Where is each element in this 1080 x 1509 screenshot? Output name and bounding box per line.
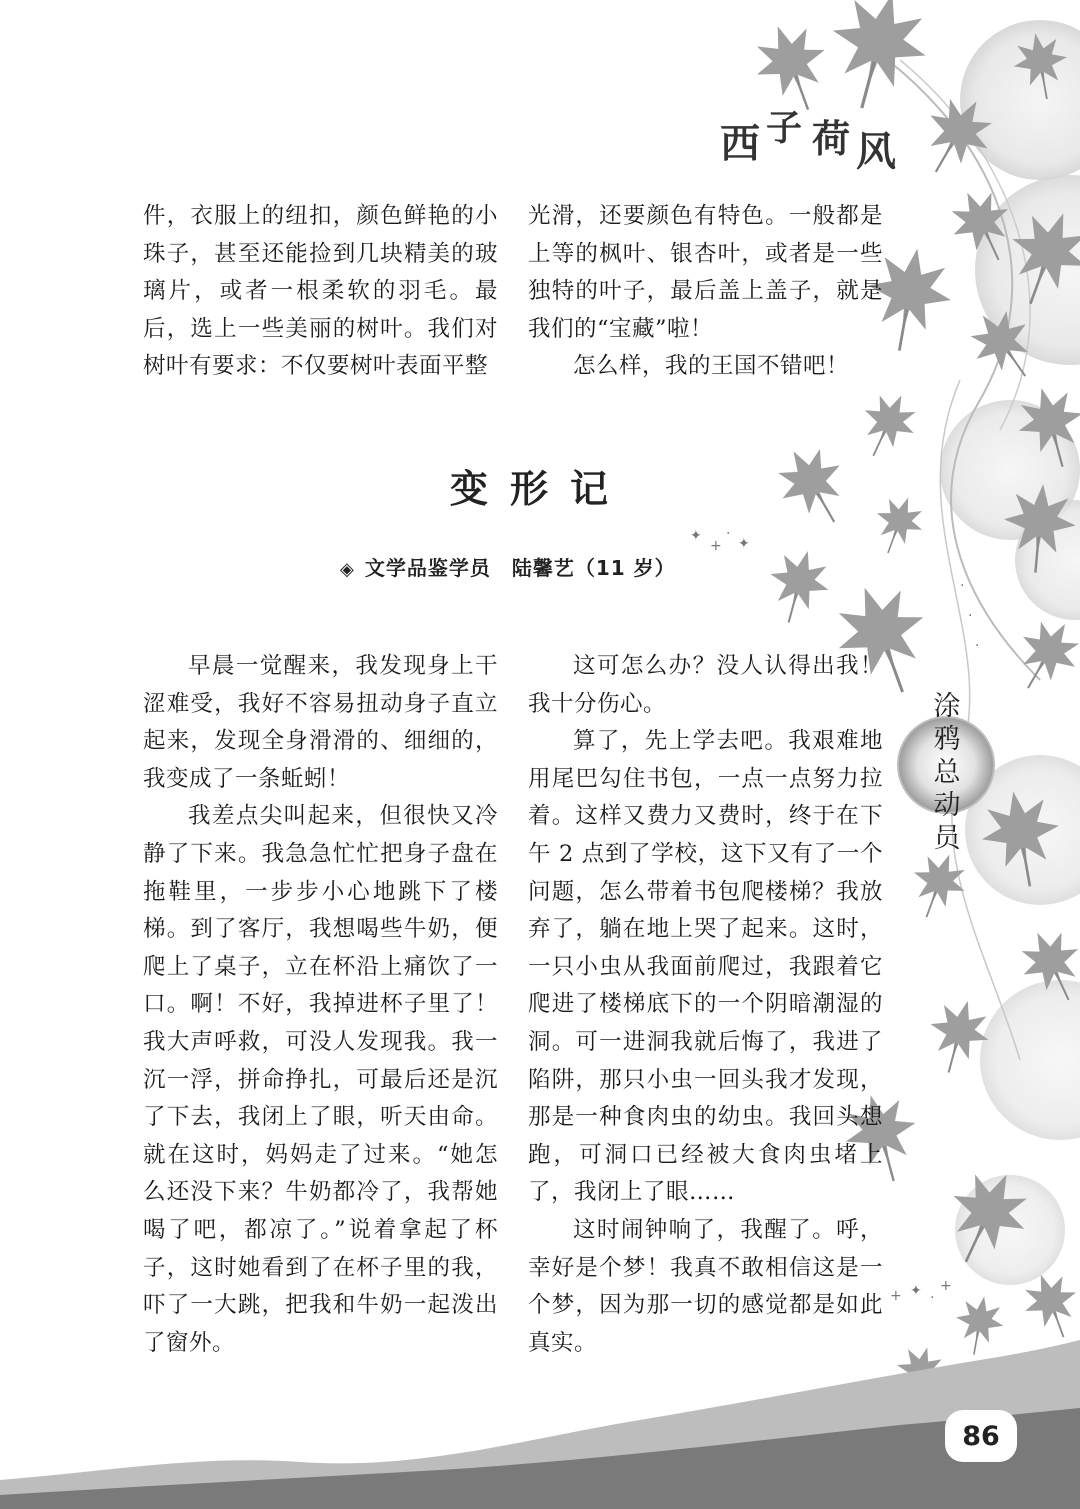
svg-text:✦: ✦: [910, 1283, 922, 1299]
byline-text: 文学品鉴学员 陆馨艺（11 岁）: [364, 556, 676, 580]
paragraph: 我差点尖叫起来，但很快又冷静了下来。我急急忙忙把身子盘在拖鞋里，一步步小心地跳下了楼梯。到了客厅，我想喝些牛奶，便爬上了桌子，立在杯沿上痛饮了一口。啊！不好，我掉进杯子里了！我大声呼救，可没人发现我。我一沉一浮，拼命挣扎，可最后还是沉了下去，我闭上了眼，听天由命。就在这时，妈妈走了过来。“她怎么还没下来？牛奶都冷了，我帮她喝了吧，都凉了。”说着拿起了杯子，这时她看到了在杯子里的我，吓了一大跳，把我和牛奶一起泼出了窗外。: [143, 803, 498, 1356]
paragraph: 件，衣服上的纽扣，颜色鲜艳的小珠子，甚至还能捡到几块精美的玻璃片，或者一根柔软的羽毛。最后，选上一些美丽的树叶。我们对树叶有要求：不仅要树叶表面平整: [143, 203, 498, 380]
svg-text:+: +: [890, 1288, 902, 1304]
svg-text:·: ·: [968, 608, 973, 624]
header-char: 子: [766, 108, 803, 149]
article-left-column: [143, 648, 498, 1362]
paragraph: 这可怎么办？没人认得出我！我十分伤心。: [528, 653, 883, 717]
paragraph: 算了，先上学去吧。我艰难地用尾巴勾住书包，一点一点努力拉着。这样又费力又费时，终于在下午 2 点到了学校，这下又有了一个问题，怎么带着书包爬楼梯？我放弃了，躺在地上哭了起来。这时，一只小虫从我面前爬过，我跟着它爬进了楼梯底下的一个阴暗潮湿的洞。可一进洞我就后悔了，我进了陷阱，那只小虫一回头我才发现，那是一种食肉虫的幼虫。我回头想跑，可洞口已经被大食肉虫堵上了，我闭上了眼……: [528, 728, 883, 1206]
svg-text:·: ·: [975, 638, 980, 654]
svg-text:·: ·: [960, 578, 965, 594]
section-tag-char: 动: [933, 790, 961, 821]
section-tag-char: 员: [933, 823, 961, 854]
top-right-column: [528, 198, 883, 386]
svg-text:·: ·: [726, 526, 731, 542]
paragraph: 这时闹钟响了，我醒了。呼，幸好是个梦！我真不敢相信这是一个梦，因为那一切的感觉都是如此真实。: [528, 1216, 883, 1356]
header-char: 西: [720, 121, 760, 167]
byline: [340, 552, 676, 581]
section-tag-char: 鸦: [933, 724, 961, 755]
paragraph: 光滑，还要颜色有特色。一般都是上等的枫叶、银杏叶，或者是一些独特的叶子，最后盖上盖子，就是我们的“宝藏”啦！: [528, 203, 883, 342]
paragraph: 早晨一觉醒来，我发现身上干涩难受，我好不容易扭动身子直立起来，发现全身滑滑的、细细的，我变成了一条蚯蚓！: [143, 653, 498, 792]
article-right-column: [528, 648, 883, 1362]
svg-text:+: +: [710, 538, 722, 554]
section-tag-char: 总: [933, 757, 961, 788]
section-tag: [922, 690, 972, 855]
svg-text:✦: ✦: [690, 528, 702, 544]
diamond-bullet-icon: ◈: [340, 559, 355, 580]
paragraph: 怎么样，我的王国不错吧！: [573, 353, 850, 380]
section-tag-char: 涂: [933, 691, 961, 722]
header-char: 风: [856, 129, 896, 175]
page-number: 86: [945, 1410, 1017, 1462]
svg-text:+: +: [940, 1278, 952, 1294]
article-title: 变形记: [449, 467, 630, 511]
header-char: 荷: [812, 117, 851, 161]
svg-text:·: ·: [930, 1290, 935, 1306]
svg-text:✦: ✦: [738, 536, 750, 552]
top-left-column: [143, 198, 498, 386]
column-header: [720, 100, 910, 175]
